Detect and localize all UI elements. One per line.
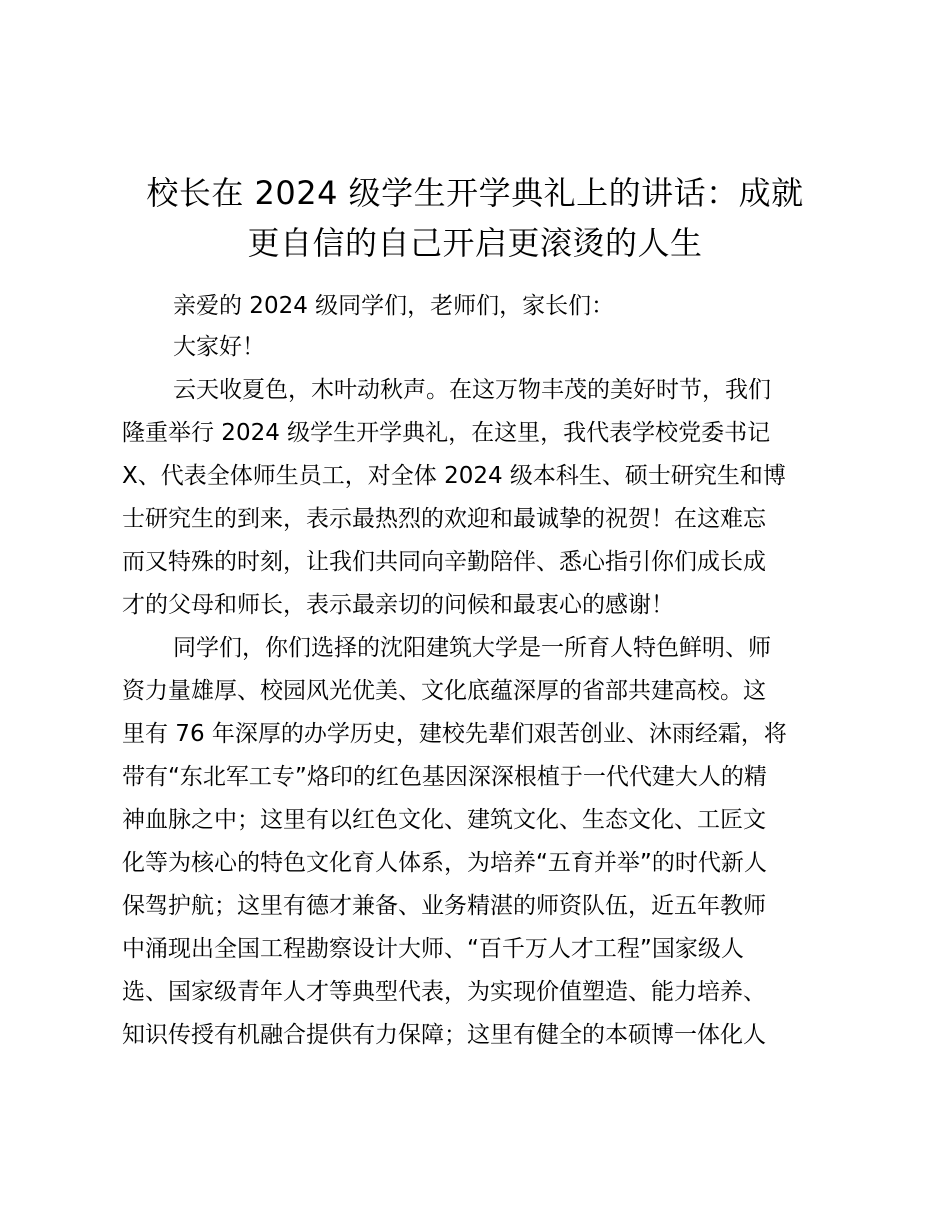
paragraph-line: X、代表全体师生员工，对全体 2024 级本科生、硕士研究生和博 <box>122 463 786 489</box>
paragraph-line: 云天收夏色，木叶动秋声。在这万物丰茂的美好时节，我们 <box>173 377 771 403</box>
document-body <box>122 282 838 1057</box>
paragraph-line: 保驾护航；这里有德才兼备、业务精湛的师资队伍，近五年教师 <box>122 893 766 919</box>
salutation-line: 亲爱的 2024 级同学们，老师们，家长们： <box>173 293 615 319</box>
paragraph-line: 化等为核心的特色文化育人体系，为培养“五育并举”的时代新人 <box>122 850 767 876</box>
paragraph-line: 同学们，你们选择的沈阳建筑大学是一所育人特色鲜明、师 <box>173 635 771 661</box>
title-line-2: 更自信的自己开启更滚烫的人生 <box>247 224 703 262</box>
paragraph-line: 里有 76 年深厚的办学历史，建校先辈们艰苦创业、沐雨经霜，将 <box>122 721 787 747</box>
document-title <box>100 168 850 268</box>
paragraph-line: 知识传授有机融合提供有力保障；这里有健全的本硕博一体化人 <box>122 1022 766 1048</box>
paragraph-line: 选、国家级青年人才等典型代表，为实现价值塑造、能力培养、 <box>122 979 766 1005</box>
paragraph-line: 带有“东北军工专”烙印的红色基因深深根植于一代代建大人的精 <box>122 764 767 790</box>
paragraph-line: 资力量雄厚、校园风光优美、文化底蕴深厚的省部共建高校。这 <box>122 678 766 704</box>
greeting-line: 大家好！ <box>173 334 265 360</box>
paragraph-line: 神血脉之中；这里有以红色文化、建筑文化、生态文化、工匠文 <box>122 807 766 833</box>
paragraph-line: 中涌现出全国工程勘察设计大师、“百千万人才工程”国家级人 <box>122 936 744 962</box>
paragraph-line: 士研究生的到来，表示最热烈的欢迎和最诚挚的祝贺！在这难忘 <box>122 506 766 532</box>
paragraph-line: 才的父母和师长，表示最亲切的问候和最衷心的感谢！ <box>122 592 674 618</box>
paragraph-line: 隆重举行 2024 级学生开学典礼，在这里，我代表学校党委书记 <box>122 420 771 446</box>
title-line-1: 校长在 2024 级学生开学典礼上的讲话：成就 <box>146 174 804 212</box>
paragraph-line: 而又特殊的时刻，让我们共同向辛勤陪伴、悉心指引你们成长成 <box>122 549 766 575</box>
